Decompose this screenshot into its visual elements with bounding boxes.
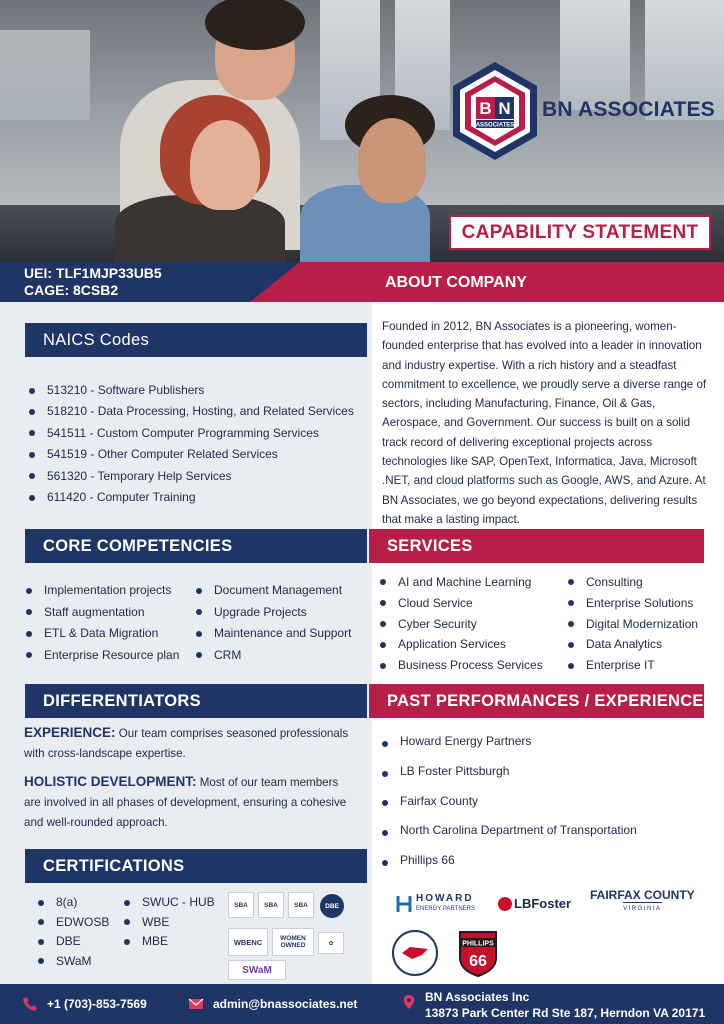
howard-logo: HOWARD ENERGY PARTNERS — [396, 894, 475, 914]
certifications-list-2 — [122, 893, 215, 952]
certification-badges — [226, 892, 351, 982]
list-item: Document Management — [194, 580, 351, 602]
sba-badge: SBA — [228, 892, 254, 918]
list-item: 541511 - Custom Computer Programming Services — [27, 423, 354, 444]
phillips-number: 66 — [469, 953, 487, 970]
document-title-box — [449, 215, 711, 250]
list-item: SWUC - HUB — [122, 893, 215, 913]
list-item: Application Services — [378, 634, 543, 655]
nc-state-icon — [400, 941, 430, 965]
list-item: Maintenance and Support — [194, 623, 351, 645]
ncdot-seal — [392, 930, 438, 976]
list-item: 541519 - Other Computer Related Services — [27, 444, 354, 465]
list-item: 513210 - Software Publishers — [27, 380, 354, 401]
list-item: 561320 - Temporary Help Services — [27, 466, 354, 487]
past-performance-list — [380, 729, 637, 878]
phillips66-logo — [456, 930, 500, 978]
logo-letter-n: N — [498, 99, 511, 118]
identifiers — [24, 265, 162, 299]
wbenc-badge: WBENC — [228, 928, 268, 956]
logo-subtext: ASSOCIATES — [475, 122, 515, 129]
company-logo — [449, 60, 541, 162]
list-item: North Carolina Department of Transportation — [380, 818, 637, 848]
list-item: Implementation projects — [24, 580, 179, 602]
location-pin-icon — [402, 993, 416, 1011]
list-item: Digital Modernization — [566, 614, 698, 635]
uei: UEI: TLF1MJP33UB5 — [24, 265, 162, 281]
sba-badge: SBA — [258, 892, 284, 918]
list-item: Phillips 66 — [380, 848, 637, 878]
naics-list — [27, 380, 354, 508]
competencies-heading: CORE COMPETENCIES — [25, 529, 367, 563]
dbe-badge: DBE — [320, 894, 344, 918]
list-item: MBE — [122, 932, 215, 952]
phillips-name: PHILLIPS — [462, 940, 494, 948]
document-title: CAPABILITY STATEMENT — [461, 221, 699, 243]
list-item: Data Analytics — [566, 634, 698, 655]
list-item: Business Process Services — [378, 655, 543, 676]
about-heading: ABOUT COMPANY — [385, 274, 527, 291]
id-bar — [0, 262, 724, 302]
list-item: DBE — [36, 932, 109, 952]
list-item: SWaM — [36, 952, 109, 972]
phone-icon — [22, 996, 38, 1012]
footer — [0, 984, 724, 1024]
women-owned-badge: WOMEN OWNED — [272, 928, 314, 956]
list-item: Enterprise IT — [566, 655, 698, 676]
list-item: Enterprise Solutions — [566, 593, 698, 614]
footer-address: BN Associates Inc 13873 Park Center Rd Ste 187, Herndon VA 20171 — [402, 989, 705, 1021]
list-item: LB Foster Pittsburgh — [380, 759, 637, 789]
differentiator-experience: EXPERIENCE: Our team comprises seasoned professionals with cross-landscape expertise. — [24, 725, 349, 760]
list-item: 518210 - Data Processing, Hosting, and Related Services — [27, 401, 354, 422]
certifications-list-1 — [36, 893, 109, 971]
list-item: Fairfax County — [380, 789, 637, 819]
differentiator-holistic: HOLISTIC DEVELOPMENT: Most of our team members are involved in all phases of development, ensuring a cohesive and well-rounded approach. — [24, 774, 347, 829]
services-list-2 — [566, 572, 698, 676]
howard-mark-icon — [396, 894, 412, 914]
list-item: Consulting — [566, 572, 698, 593]
list-item: CRM — [194, 645, 351, 667]
past-performance-heading: PAST PERFORMANCES / EXPERIENCE — [369, 684, 704, 718]
list-item: EDWOSB — [36, 913, 109, 933]
certifications-heading: CERTIFICATIONS — [25, 849, 367, 883]
list-item: 8(a) — [36, 893, 109, 913]
list-item: Cyber Security — [378, 614, 543, 635]
list-item: ETL & Data Migration — [24, 623, 179, 645]
list-item: Staff augmentation — [24, 602, 179, 624]
list-item: Cloud Service — [378, 593, 543, 614]
email-icon — [188, 996, 204, 1012]
list-item: Upgrade Projects — [194, 602, 351, 624]
sba-badge: SBA — [288, 892, 314, 918]
lbfoster-logo: LBFoster — [498, 896, 571, 911]
logo-letter-b: B — [479, 99, 492, 118]
differentiators-text — [24, 723, 354, 841]
differentiators-heading: DIFFERENTIATORS — [25, 684, 367, 718]
client-logos — [372, 880, 724, 984]
naics-heading: NAICS Codes — [25, 323, 367, 357]
list-item: AI and Machine Learning — [378, 572, 543, 593]
about-text: Founded in 2012, BN Associates is a pioneering, women-founded enterprise that has evolved into a leader in innovation and industry expertise. With a rich history and a steadfast commitment to excellence, we proudly serve a diverse range of sectors, including Manufacturing, Finance, Oil & Gas, Aerospace, and Government. Our success is built on a solid track record of delivering exceptional projects across technologies like SAP, OpenText, Informatica, Java, Microsoft .NET, and cloud platforms such as Google, AWS, and Azure. At BN Associates, we go beyond expectations, delivering results that make a lasting impact. — [382, 320, 707, 526]
cage-code: CAGE: 8CSB2 — [24, 282, 119, 298]
footer-phone[interactable]: +1 (703)-853-7569 — [22, 996, 147, 1012]
fairfax-logo: FAIRFAX COUNTY VIRGINIA — [590, 890, 695, 915]
nmsdc-icon: ✿ — [318, 932, 344, 954]
services-list-1 — [378, 572, 543, 676]
competencies-list-2 — [194, 580, 351, 666]
footer-email[interactable]: admin@bnassociates.net — [188, 996, 357, 1012]
competencies-list-1 — [24, 580, 179, 666]
list-item: Howard Energy Partners — [380, 729, 637, 759]
list-item: Enterprise Resource plan — [24, 645, 179, 667]
swam-badge: SWaM — [228, 960, 286, 980]
brand-name: BN ASSOCIATES — [542, 98, 715, 121]
lbfoster-mark-icon — [498, 897, 512, 911]
list-item: 611420 - Computer Training — [27, 487, 354, 508]
list-item: WBE — [122, 913, 215, 933]
services-heading: SERVICES — [369, 529, 704, 563]
